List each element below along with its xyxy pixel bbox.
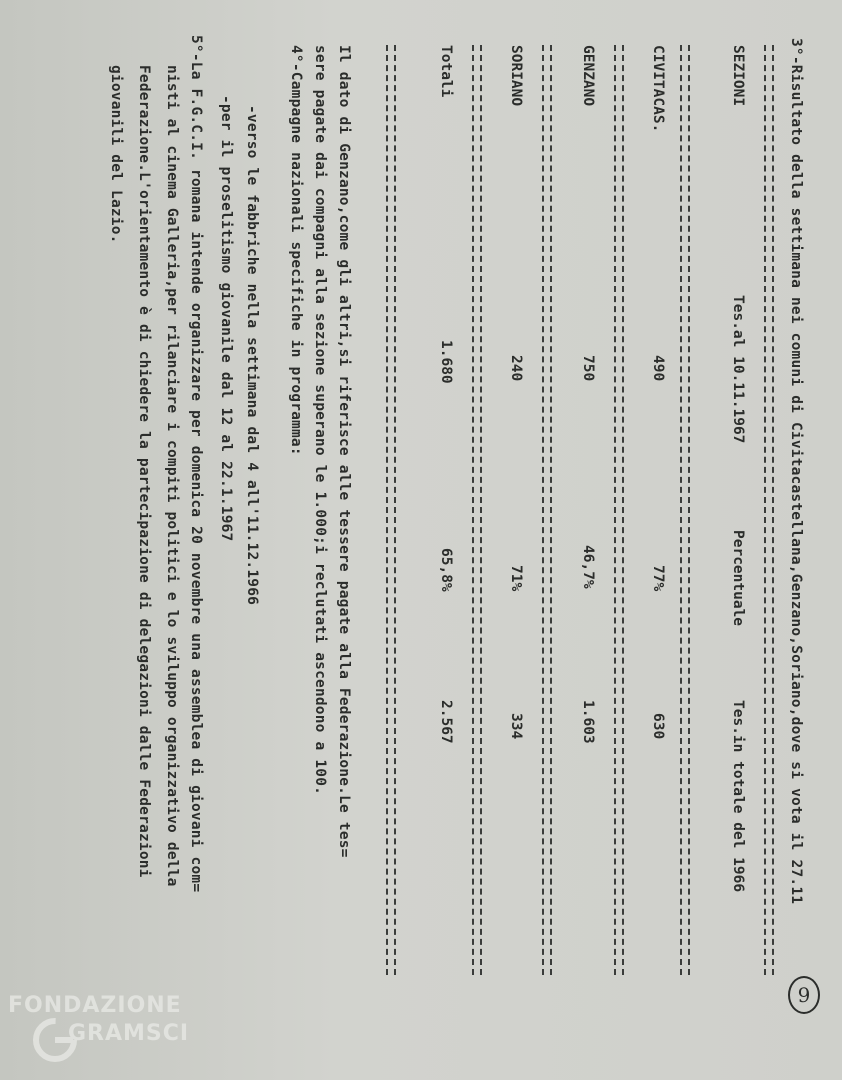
cell-percentuale: 77% [650, 565, 666, 592]
section-3-heading: 3°-Risultato della settimana nei comuni di Civitacastellana,Genzano,Soriano,dove si vota il 27.11 [788, 38, 804, 905]
header-tes-1967: Tes.al 10.11.1967 [730, 295, 746, 444]
cell-section: SORIANO [508, 45, 524, 107]
page-number: 9 [788, 976, 820, 1014]
section-4-title: 4°-Campagne nazionali specifiche in programma: [288, 45, 304, 456]
section-4-item: -verso le fabbriche nella settimana dal 4 all'11.12.1966 [244, 105, 260, 606]
cell-percentuale: 65,8% [438, 548, 454, 592]
cell-percentuale: 71% [508, 565, 524, 592]
cell-section: GENZANO [580, 45, 596, 107]
cell-section: CIVITACAS. [650, 45, 666, 133]
cell-tes-1967: 490 [650, 355, 666, 382]
genzano-note-line: Il dato di Genzano,come gli altri,si riferisce alle tessere pagate alla Federazione.Le tes= [336, 45, 352, 858]
genzano-note-line: sere pagate dai compagni alla sezione superano le 1.000;i reclutati ascendono a 100. [312, 45, 328, 796]
table-rule [764, 45, 774, 975]
section-5-line: 5°-La F.G.C.I. romana intende organizzare per domenica 20 novembre una assemblea di giovani com= [188, 35, 204, 893]
section-5-line: Federazione.L'orientamento è di chiedere la partecipazione di delegazioni dalle Federazioni [136, 65, 152, 878]
cell-tes-1966: 630 [650, 713, 666, 740]
section-5-line: nisti al cinema Galleria,per rilanciare i compiti politici e lo sviluppo organizzativo della [164, 65, 180, 887]
table-rule [614, 45, 624, 975]
header-percentuale: Percentuale [730, 530, 746, 627]
table-rule [542, 45, 552, 975]
cell-tes-1967: 1.680 [438, 340, 454, 384]
table-rule [472, 45, 482, 975]
table-rule [680, 45, 690, 975]
watermark-line-2: GRAMSCI [68, 1021, 190, 1046]
table-rule [386, 45, 396, 975]
cell-tes-1967: 240 [508, 355, 524, 382]
cell-tes-1967: 750 [580, 355, 596, 382]
archive-watermark [0, 985, 220, 1080]
section-4-item: -per il proselitismo giovanile dal 12 al 22.1.1967 [218, 95, 234, 542]
cell-tes-1966: 2.567 [438, 700, 454, 744]
cell-tes-1966: 334 [508, 713, 524, 740]
watermark-line-1: FONDAZIONE [8, 993, 182, 1018]
header-sezioni: SEZIONI [730, 45, 746, 107]
cell-tes-1966: 1.603 [580, 700, 596, 744]
header-tes-1966: Tes.in totale del 1966 [730, 700, 746, 893]
section-5-line: giovanili del Lazio. [108, 65, 124, 244]
cell-percentuale: 46,7% [580, 545, 596, 589]
cell-section: Totali [438, 45, 454, 98]
